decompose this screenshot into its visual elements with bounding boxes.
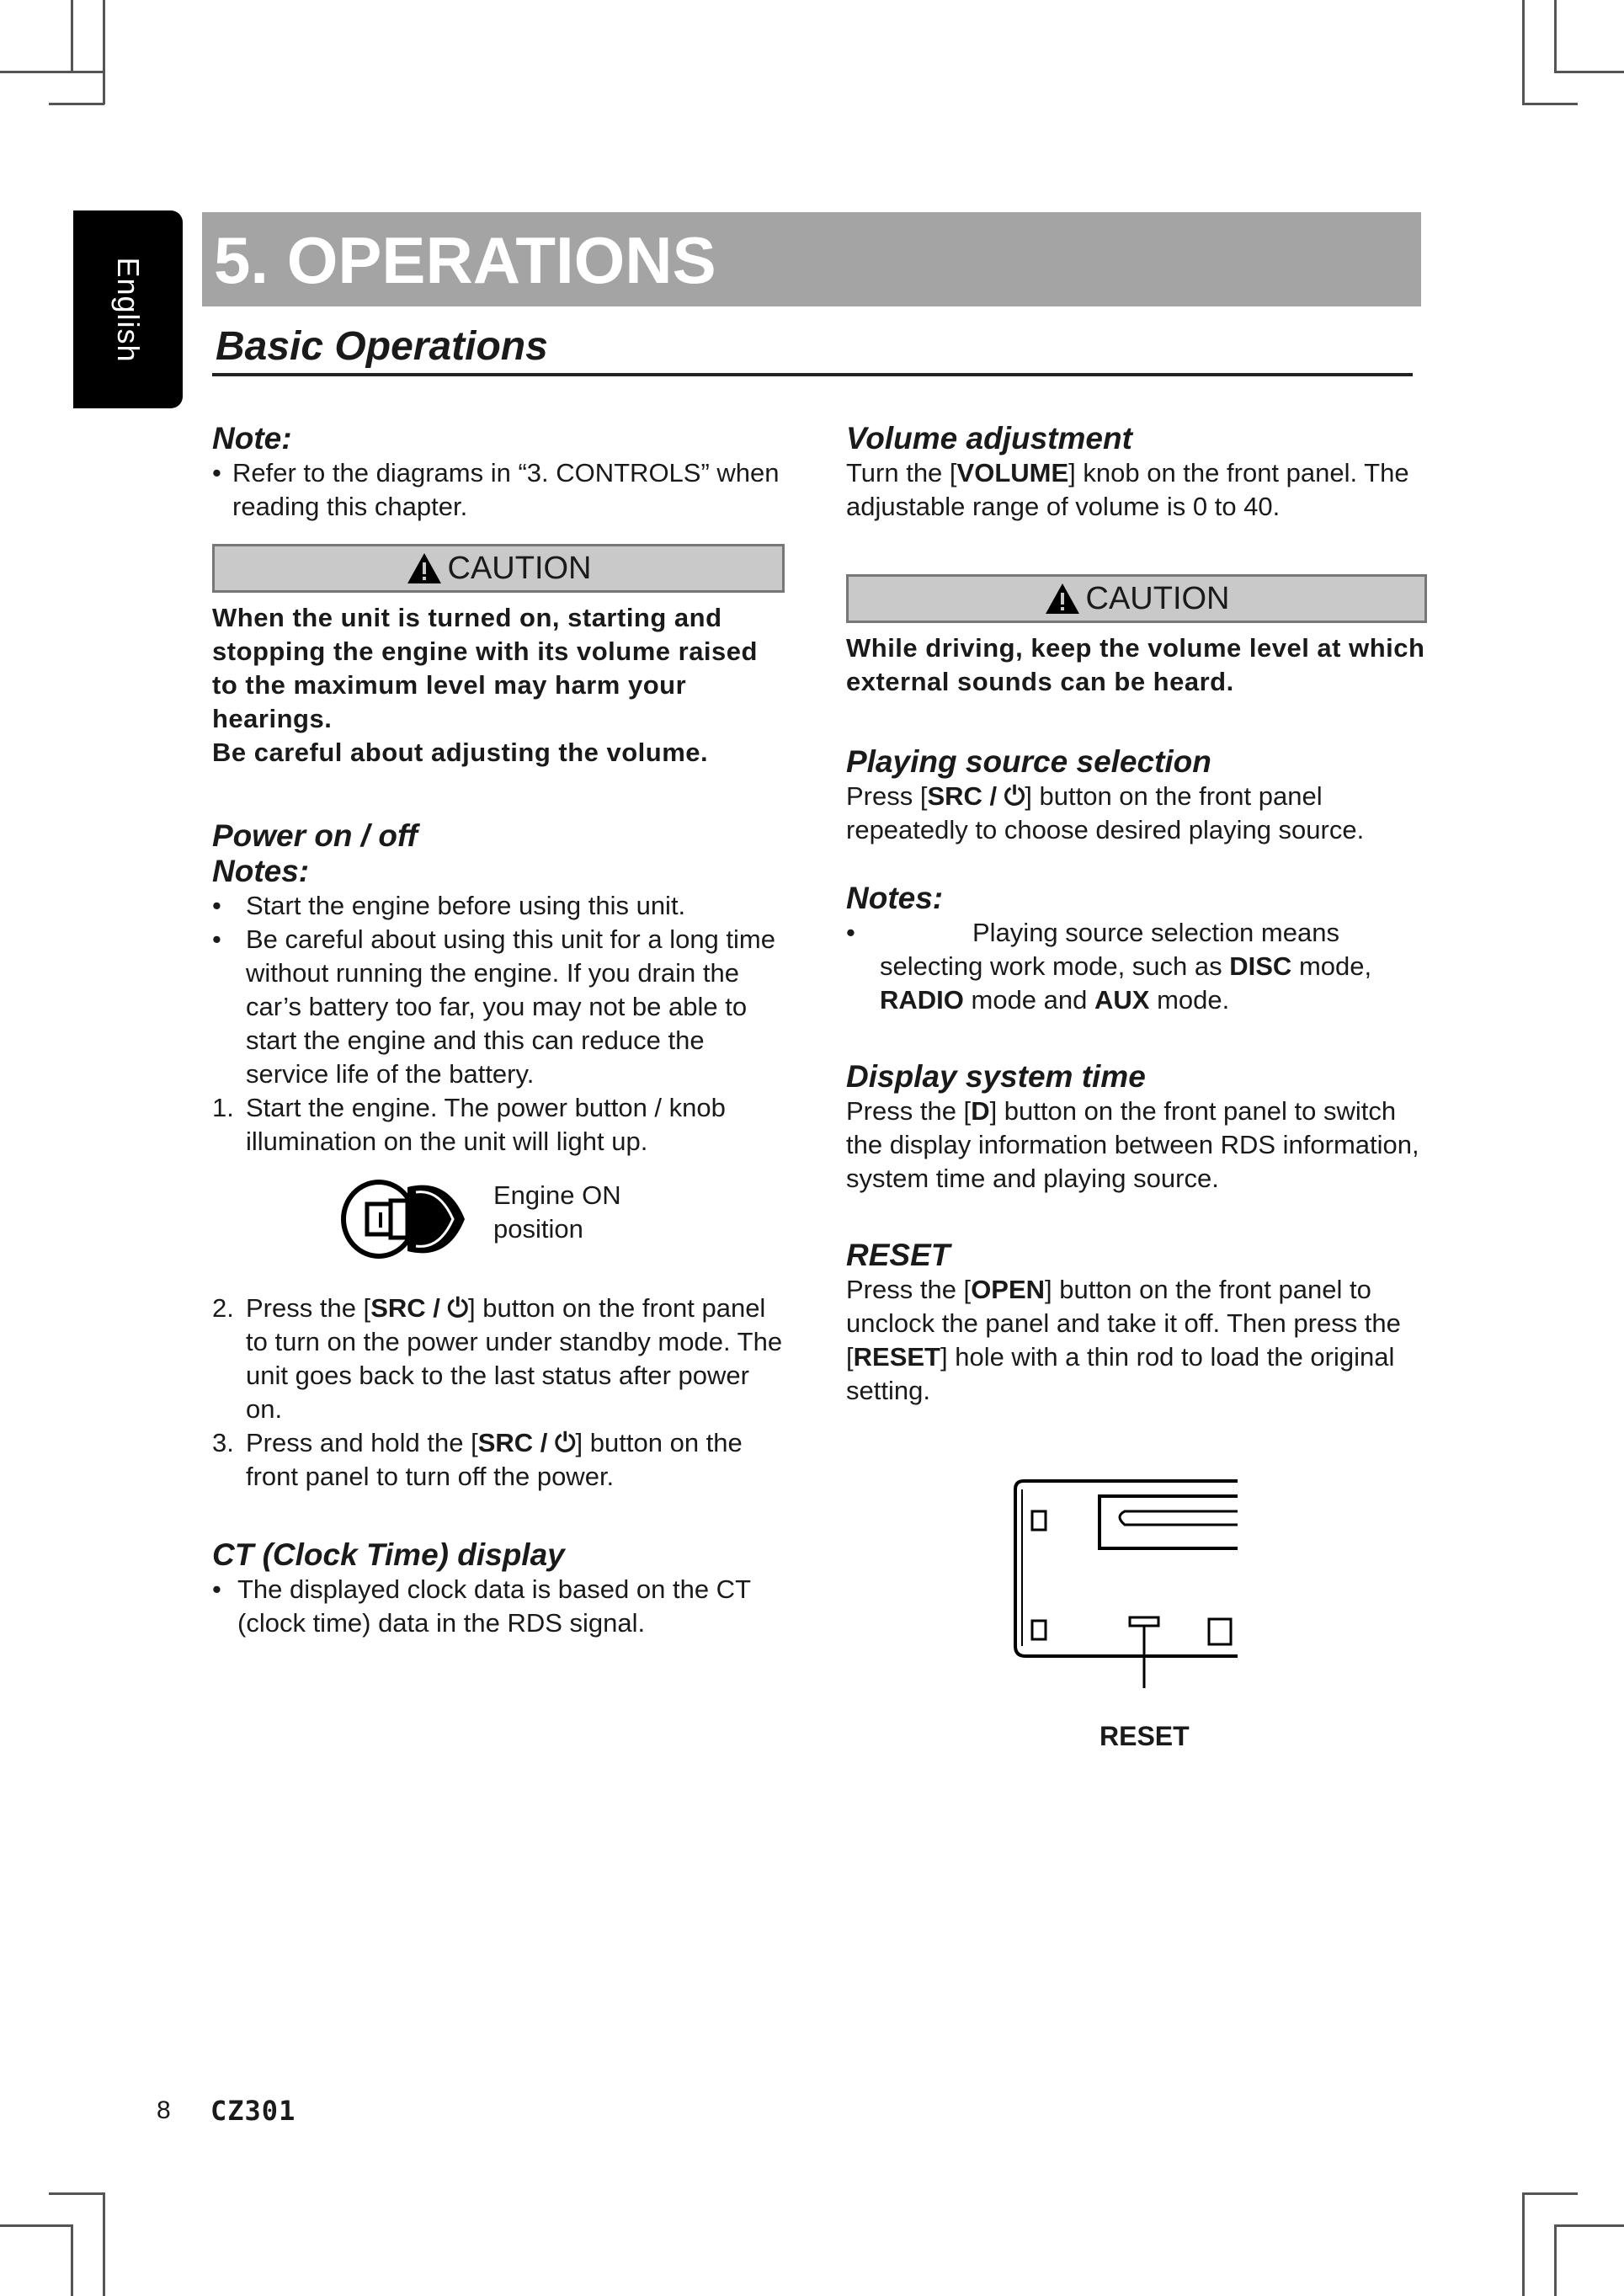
step-text: Press and hold the [SRC / ⏻] button on the front panel to turn off the power.	[246, 1428, 743, 1491]
power-heading: Power on / off	[212, 818, 418, 853]
key-label: SRC / ⏻	[477, 1428, 576, 1457]
ct-text: The displayed clock data is based on the CT (clock time) data in the RDS signal.	[237, 1574, 751, 1638]
caution-banner	[846, 574, 1427, 623]
reset-text: Press the [OPEN] button on the front panel to unclock the panel and take it off. Then press the [RESET] hole with a thin rod to load the original setting.	[846, 1275, 1401, 1405]
volume-text: Turn the [VOLUME] knob on the front panel. The adjustable range of volume is 0 to 40.	[846, 458, 1409, 521]
step-item	[212, 1292, 785, 1426]
bullet-marker: •	[212, 458, 221, 487]
source-text: Press [SRC / ⏻] button on the front panel repeatedly to choose desired playing source.	[846, 781, 1365, 844]
caution-text: While driving, keep the volume level at which external sounds can be heard.	[846, 633, 1425, 696]
crop-mark	[1522, 103, 1578, 105]
notes-item	[846, 916, 1427, 1017]
left-column	[212, 421, 785, 1640]
ct-heading: CT (Clock Time) display	[212, 1537, 565, 1572]
volume-heading: Volume adjustment	[846, 421, 1132, 455]
bullet-marker: •	[212, 891, 221, 920]
page-number: 8	[157, 2096, 171, 2124]
crop-mark	[1522, 2192, 1578, 2195]
step-item	[212, 1091, 785, 1159]
engine-caption: Engine ON position	[493, 1180, 621, 1244]
key-label: SRC / ⏻	[927, 781, 1025, 811]
chapter-title: 5. OPERATIONS	[214, 223, 716, 297]
key-label: OPEN	[971, 1275, 1046, 1304]
key-label: SRC / ⏻	[370, 1293, 468, 1323]
section-title: Basic Operations	[216, 324, 548, 369]
note-item	[212, 456, 785, 524]
right-column	[846, 421, 1427, 1408]
step-number: 2.	[212, 1293, 234, 1323]
notes-text: Playing source selection means selecting work mode, such as DISC mode, RADIO mode and AUX mode.	[880, 918, 1372, 1015]
crop-mark	[103, 2192, 105, 2296]
ignition-key-icon	[338, 1175, 473, 1263]
notes-text: Be careful about using this unit for a long time without running the engine. If you drain the car’s battery too far, you may not be able to start the engine and this can reduce the service life of the battery.	[246, 924, 775, 1089]
chapter-title-band	[202, 212, 1421, 306]
display-text: Press the [D] button on the front panel to switch the display information between RDS information, system time and playing source.	[846, 1096, 1419, 1193]
source-heading: Playing source selection	[846, 744, 1211, 779]
crop-mark	[1554, 0, 1557, 71]
notes-item	[212, 889, 785, 923]
crop-mark	[1554, 71, 1624, 73]
warning-icon	[406, 551, 443, 585]
step-item	[212, 1426, 785, 1494]
warning-icon	[1044, 582, 1081, 615]
crop-mark	[1522, 2192, 1525, 2296]
crop-mark	[49, 103, 104, 105]
step-number: 3.	[212, 1428, 234, 1457]
bullet-marker: •	[846, 918, 855, 947]
note-text: Refer to the diagrams in “3. CONTROLS” when reading this chapter.	[232, 458, 780, 521]
caution-text: When the unit is turned on, starting and stopping the engine with its volume raised to the maximum level may harm your hearings.	[212, 603, 758, 733]
notes-item	[212, 923, 785, 1091]
step-number: 1.	[212, 1093, 234, 1122]
crop-mark	[103, 0, 105, 104]
key-label: D	[971, 1096, 990, 1126]
bullet-marker: •	[212, 1574, 221, 1604]
crop-mark	[0, 71, 103, 73]
language-tab-label: English	[111, 256, 146, 363]
crop-mark	[1522, 0, 1525, 104]
bullet-marker: •	[212, 924, 221, 954]
reset-heading: RESET	[846, 1238, 950, 1272]
crop-mark	[1554, 2224, 1557, 2296]
key-label: VOLUME	[956, 458, 1069, 487]
crop-mark	[1554, 2224, 1624, 2227]
notes-heading: Notes:	[846, 881, 944, 915]
caution-label: CAUTION	[447, 550, 592, 586]
step-text: Start the engine. The power button / knob illumination on the unit will light up.	[246, 1093, 726, 1156]
notes-text: Start the engine before using this unit.	[246, 891, 686, 920]
caution-text: Be careful about adjusting the volume.	[212, 738, 709, 767]
crop-mark	[0, 2224, 71, 2227]
key-label: RESET	[853, 1342, 940, 1372]
note-heading: Note:	[212, 421, 292, 455]
reset-diagram	[1010, 1478, 1246, 1688]
crop-mark	[71, 2224, 73, 2296]
language-tab	[73, 210, 183, 408]
reset-label: RESET	[1100, 1721, 1190, 1751]
step-text: Press the [SRC / ⏻] button on the front panel to turn on the power under standby mode. The unit goes back to the last status after power on.	[246, 1293, 783, 1424]
caution-banner	[212, 544, 785, 593]
notes-heading: Notes:	[212, 854, 310, 888]
crop-mark	[49, 2192, 104, 2195]
display-heading: Display system time	[846, 1059, 1146, 1094]
model-name: CZ301	[210, 2095, 296, 2127]
engine-illustration	[212, 1159, 785, 1285]
ct-item	[212, 1573, 785, 1640]
caution-label: CAUTION	[1085, 580, 1230, 616]
crop-mark	[71, 0, 73, 71]
section-divider	[212, 373, 1413, 376]
